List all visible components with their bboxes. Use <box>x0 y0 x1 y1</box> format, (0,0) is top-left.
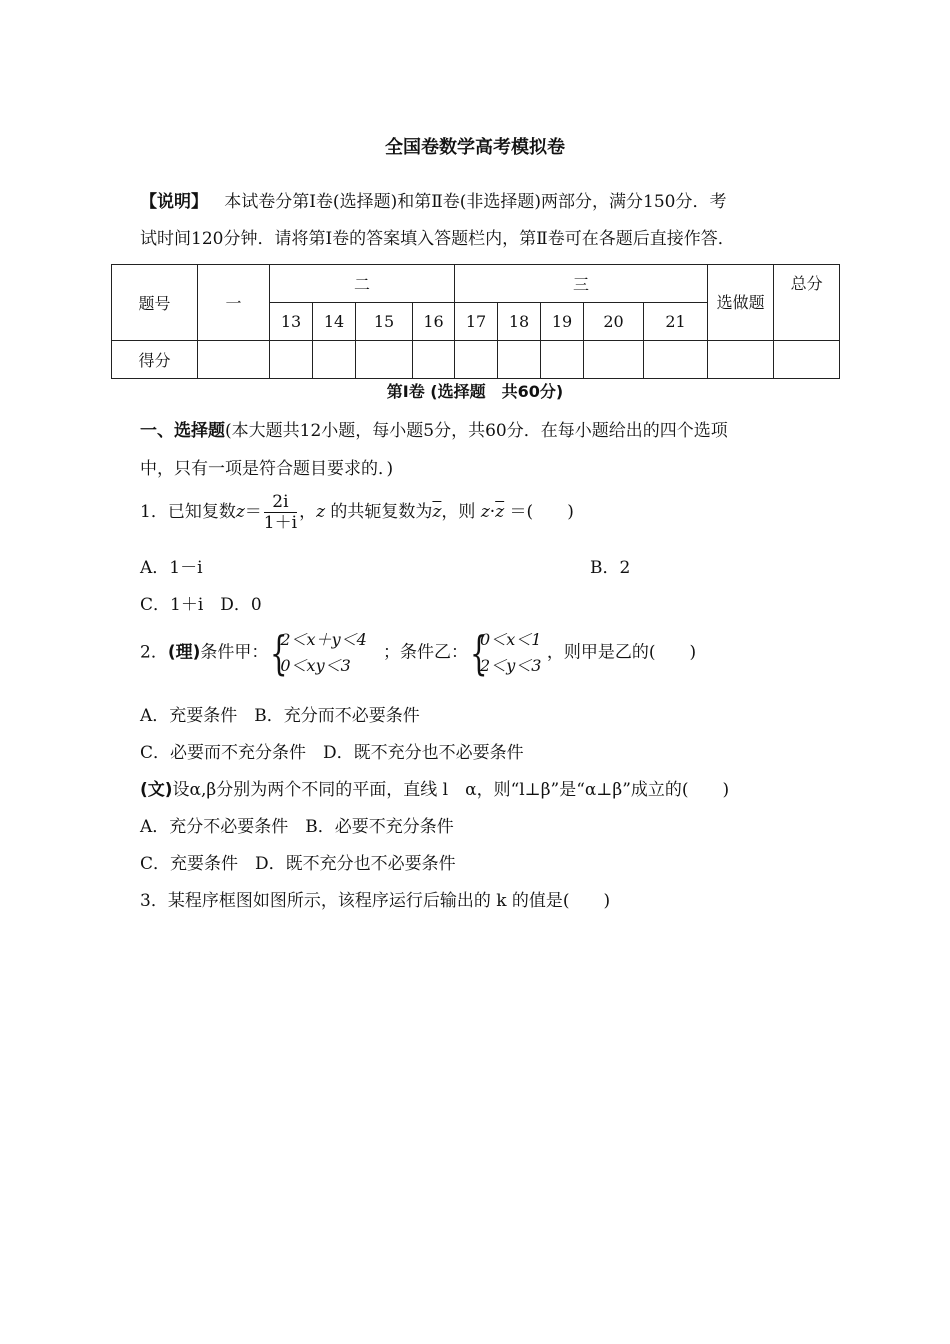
col-15: 15 <box>356 303 413 341</box>
intro-text-1: 本试卷分第Ⅰ卷(选择题)和第Ⅱ卷(非选择题)两部分，满分150分．考 <box>224 192 727 212</box>
col-18: 18 <box>498 303 541 341</box>
q1-conjugate: $\overline{z}$ <box>432 502 442 522</box>
q2-option-ab: A．充要条件 B．充分而不必要条件 <box>140 706 420 726</box>
q2-system-yi <box>470 627 541 679</box>
section-heading: 第Ⅰ卷 (选择题 共60分) <box>386 382 564 401</box>
col-16: 16 <box>413 303 455 341</box>
header-part-1: 一 <box>198 265 270 341</box>
section1-desc-2: 中，只有一项是符合题目要求的．) <box>140 459 394 479</box>
q2-yi-eq-1: 0＜x＜1 <box>480 630 542 649</box>
intro-line-2: 试时间120分钟．请将第Ⅰ卷的答案填入答题栏内，第Ⅱ卷可在各题后直接作答． <box>140 229 735 249</box>
q1-var2: z <box>316 502 326 522</box>
q2w-text: 设α,β分别为两个不同的平面，直线 l α，则“l⊥β”是“α⊥β”成立的( ) <box>172 780 730 800</box>
section1-line-1 <box>140 416 728 441</box>
score-cell[interactable] <box>413 341 455 379</box>
q1-eq: ＝ <box>244 502 262 522</box>
q2-jia-eq-1: 2＜x＋y＜4 <box>280 630 367 649</box>
q2-prefix: 2． <box>140 642 168 663</box>
score-cell[interactable] <box>198 341 270 379</box>
col-17: 17 <box>455 303 498 341</box>
intro-label: 【说明】 <box>140 192 208 212</box>
q1-conjugate-2: $\overline{z}$ <box>495 502 505 522</box>
q2-yi-eq-2: 2＜y＜3 <box>480 656 542 675</box>
q1-text2: 的共轭复数为 <box>325 502 433 522</box>
question-2-arts <box>140 775 729 800</box>
q2-tag-science: (理) <box>167 642 201 663</box>
question-1 <box>140 492 574 533</box>
question-2 <box>140 627 696 679</box>
header-total: 总分 <box>774 265 840 341</box>
score-cell[interactable] <box>644 341 708 379</box>
intro-line-1 <box>140 188 820 216</box>
col-21: 21 <box>644 303 708 341</box>
page-title: 全国卷数学高考模拟卷 <box>385 137 565 158</box>
q1-text3: ，则 <box>441 502 481 522</box>
score-cell[interactable] <box>498 341 541 379</box>
q2w-tag-arts: (文) <box>140 780 173 800</box>
q1-numerator: 2i <box>264 492 297 513</box>
q1-var: z <box>235 502 245 522</box>
col-14: 14 <box>313 303 356 341</box>
section1-desc-1: (本大题共12小题，每小题5分，共60分．在每小题给出的四个选项 <box>225 421 728 441</box>
q1-fraction <box>264 492 297 533</box>
score-cell[interactable] <box>313 341 356 379</box>
q2-cond-yi: ；条件乙： <box>383 642 469 663</box>
q1-answer-bracket: ＝( ) <box>504 502 574 522</box>
header-question-number: 题号 <box>112 265 198 341</box>
score-cell[interactable] <box>455 341 498 379</box>
q2-cond-jia: 条件甲： <box>200 642 269 663</box>
score-cell[interactable] <box>584 341 644 379</box>
score-cell[interactable] <box>708 341 774 379</box>
q2-option-cd: C．必要而不充分条件 D．既不充分也不必要条件 <box>140 743 524 763</box>
q1-option-b: B．2 <box>590 558 631 578</box>
q2-jia-eq-2: 0＜xy＜3 <box>280 656 351 675</box>
q1-z: z <box>480 502 490 522</box>
q1-comma: ， <box>299 502 317 522</box>
header-optional: 选做题 <box>708 265 774 341</box>
brace-icon: { <box>470 626 488 680</box>
header-part-3: 三 <box>455 265 708 303</box>
q2-system-jia <box>270 627 366 679</box>
col-19: 19 <box>541 303 584 341</box>
score-cell[interactable] <box>356 341 413 379</box>
question-3: 3．某程序框图如图所示，该程序运行后输出的 k 的值是( ) <box>140 891 611 911</box>
q2-suffix: ，则甲是乙的( ) <box>546 642 697 663</box>
score-cell[interactable] <box>541 341 584 379</box>
q2w-option-cd: C．充要条件 D．既不充分也不必要条件 <box>140 854 456 874</box>
col-20: 20 <box>584 303 644 341</box>
header-part-2: 二 <box>270 265 455 303</box>
q1-prefix: 1．已知复数 <box>140 502 236 522</box>
q1-dot: · <box>489 502 496 522</box>
q1-denominator: 1＋i <box>263 513 298 533</box>
score-cell[interactable] <box>774 341 840 379</box>
score-table <box>111 264 840 379</box>
score-cell[interactable] <box>270 341 313 379</box>
row-score-label: 得分 <box>112 341 198 379</box>
q2w-option-ab: A．充分不必要条件 B．必要不充分条件 <box>140 817 454 837</box>
col-13: 13 <box>270 303 313 341</box>
q1-option-cd: C．1＋i D．0 <box>140 595 262 615</box>
section1-title: 一、选择题 <box>140 421 225 441</box>
brace-icon: { <box>270 626 288 680</box>
q1-option-a: A．1－i <box>140 558 203 578</box>
